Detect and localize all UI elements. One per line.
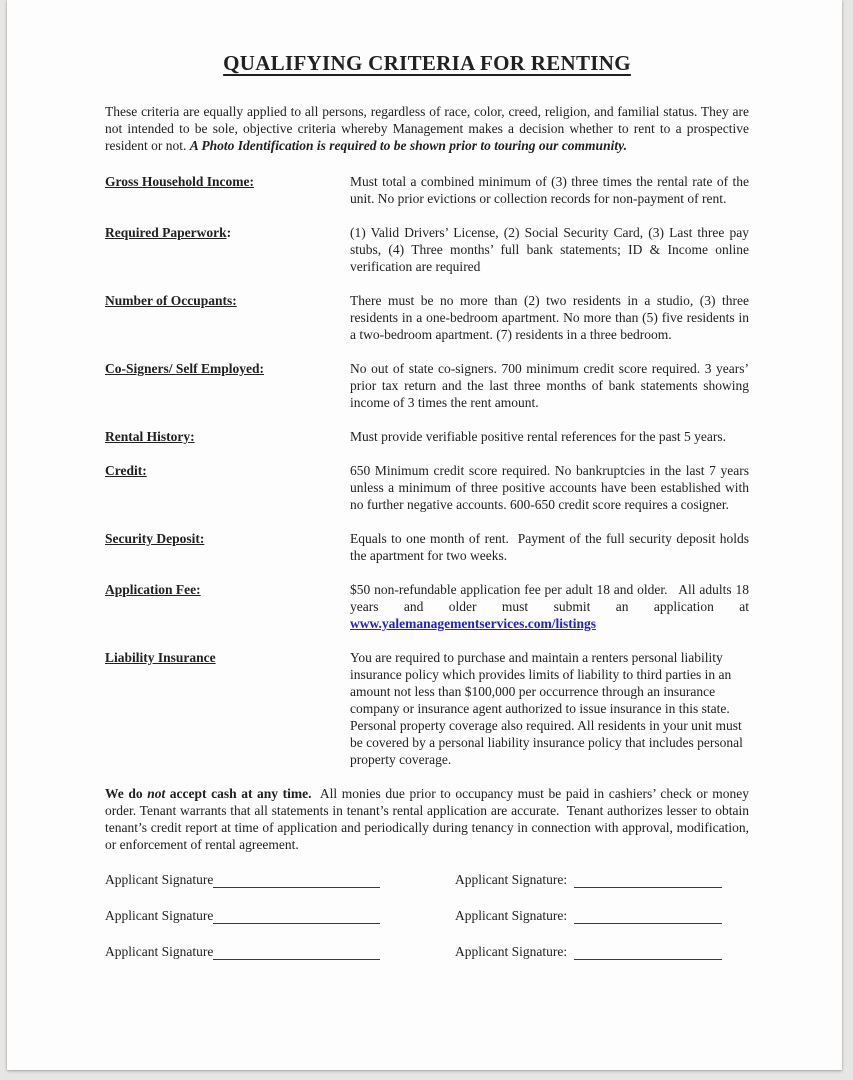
- criteria-row-rental-history: [105, 428, 749, 445]
- signature-label: Applicant Signature: [105, 872, 214, 887]
- footer-paragraph: We do not accept cash at any time. All monies due prior to occupancy must be paid in cashiers’ check or money order. Tenant warrants that all statements in tenant’s rental application are accurate. Tenant authorizes lesser to obtain tenant’s credit report at time of application and periodically during tenancy in connection with approval, modification, or enforcement of rental agreement.: [105, 786, 749, 852]
- document-paper: [7, 0, 842, 1070]
- criteria-table: [105, 173, 749, 768]
- row-label: Number of Occupants:: [105, 293, 237, 308]
- row-content: No out of state co-signers. 700 minimum credit score required. 3 years’ prior tax return and the last three months of bank statements showing income of 3 times the rent amount.: [350, 361, 749, 410]
- signature-line: [213, 910, 380, 924]
- row-content: 650 Minimum credit score required. No bankruptcies in the last 7 years unless a minimum of three positive accounts have been established with no further negative accounts. 600-650 credit score requires a cosigner.: [350, 463, 749, 512]
- criteria-row-required-paperwork: [105, 224, 749, 275]
- signature-line: [574, 910, 722, 924]
- criteria-row-credit: [105, 462, 749, 513]
- website-link[interactable]: www.yalemanagementservices.com/listings: [350, 616, 596, 631]
- signature-label: Applicant Signature: [105, 908, 214, 923]
- signature-cell-left: [105, 943, 455, 960]
- intro-paragraph: These criteria are equally applied to all persons, regardless of race, color, creed, religion, and familial status. They are not intended to be sole, objective criteria whereby Management makes a decision whether to rent to a prospective resident or not. A Photo Identification is required to be shown prior to touring our community.: [105, 104, 749, 153]
- row-label: Security Deposit:: [105, 531, 205, 546]
- row-label: Rental History:: [105, 429, 195, 444]
- page-title: QUALIFYING CRITERIA FOR RENTING: [223, 51, 631, 75]
- signature-label: Applicant Signature: [105, 944, 214, 959]
- signature-section: [105, 871, 749, 960]
- row-label: Liability Insurance: [105, 650, 216, 665]
- signature-label: Applicant Signature:: [455, 944, 568, 959]
- criteria-row-cosigners-self-employed: [105, 360, 749, 411]
- row-content: You are required to purchase and maintain a renters personal liability insurance policy which provides limits of liability to third parties in an amount not less than $100,000 per occurrence through an insurance company or insurance agent authorized to issue insurance in this state. Personal property coverage also required. All residents in your unit must be covered by a personal liability insurance policy that includes personal property coverage.: [350, 650, 743, 767]
- signature-row: [105, 907, 749, 924]
- row-content: $50 non-refundable application fee per adult 18 and older. All adults 18 years and older must submit an application at www.yalemanagementservices.com/listings: [350, 582, 749, 631]
- signature-line: [574, 874, 722, 888]
- signature-label: Applicant Signature:: [455, 908, 568, 923]
- signature-line: [213, 874, 380, 888]
- row-content: Must total a combined minimum of (3) three times the rental rate of the unit. No prior evictions or collection records for non-payment of rent.: [350, 174, 749, 206]
- row-content: Must provide verifiable positive rental references for the past 5 years.: [350, 429, 726, 444]
- signature-row: [105, 871, 749, 888]
- signature-label: Applicant Signature:: [455, 872, 568, 887]
- signature-cell-right: [455, 943, 722, 960]
- criteria-row-number-of-occupants: [105, 292, 749, 343]
- row-content: Equals to one month of rent. Payment of the full security deposit holds the apartment for two weeks.: [350, 531, 749, 563]
- row-content: There must be no more than (2) two residents in a studio, (3) three residents in a one-bedroom apartment. No more than (5) five residents in a two-bedroom apartment. (7) residents in a three bedroom.: [350, 293, 749, 342]
- signature-line: [574, 946, 722, 960]
- row-label: Co-Signers/ Self Employed:: [105, 361, 265, 376]
- signature-line: [213, 946, 380, 960]
- criteria-row-application-fee: [105, 581, 749, 632]
- row-label: Required Paperwork:: [105, 225, 232, 240]
- criteria-row-liability-insurance: [105, 649, 749, 768]
- row-content: (1) Valid Drivers’ License, (2) Social Security Card, (3) Last three pay stubs, (4) Three months’ full bank statements; ID & Income online verification are required: [350, 225, 749, 274]
- signature-row: [105, 943, 749, 960]
- signature-cell-left: [105, 907, 455, 924]
- criteria-row-gross-household-income: [105, 173, 749, 207]
- row-label: Gross Household Income:: [105, 174, 255, 189]
- signature-cell-right: [455, 871, 722, 888]
- document-content: [7, 0, 842, 960]
- criteria-row-security-deposit: [105, 530, 749, 564]
- signature-cell-right: [455, 907, 722, 924]
- signature-cell-left: [105, 871, 455, 888]
- row-label: Credit:: [105, 463, 147, 478]
- row-label: Application Fee:: [105, 582, 201, 597]
